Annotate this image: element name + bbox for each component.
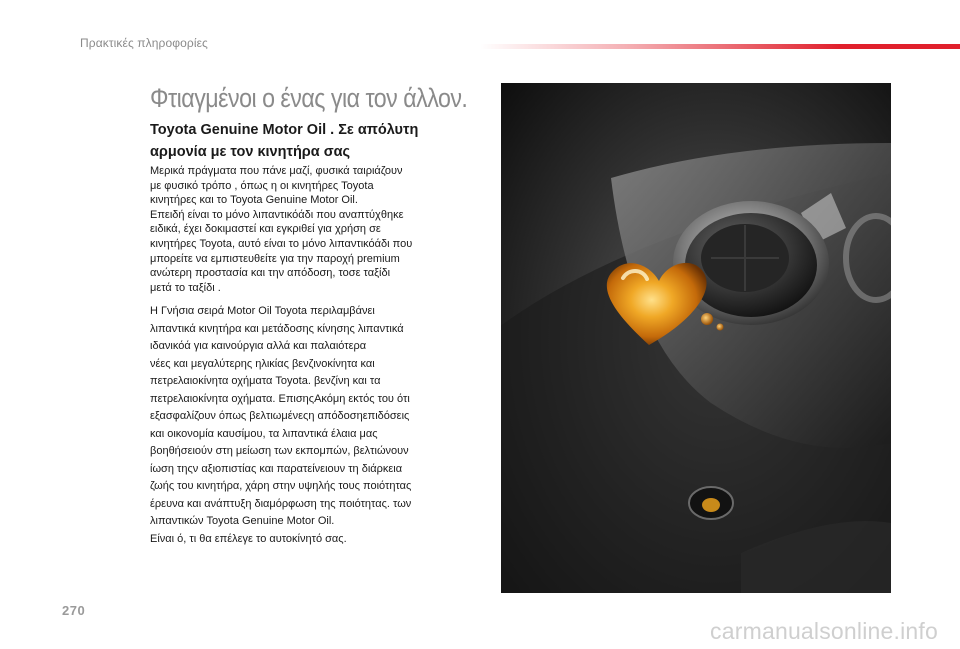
paragraph-1 [150, 164, 480, 295]
text-line: ανώτερη προστασία και την απόδοση, τοσε ταξίδι [150, 267, 391, 280]
text-line: με φυσικό τρόπο , όπως η οι κινητήρες Toyota [150, 179, 374, 192]
text-line: μπορείτε να εμπιστευθείτε για την παροχή premium [150, 252, 400, 265]
text-line: Είναι ό, τι θα επέλεγε το αυτοκίνητό σας. [150, 532, 347, 545]
page-number: 270 [62, 603, 86, 618]
text-line: Η Γνήσια σειρά Motor Oil Toyota περιλαμβάνει [150, 305, 375, 317]
paragraph-2 [150, 303, 480, 548]
article-subtitle [150, 119, 470, 163]
text-line: ίωση τηςν αξιοπιστίας και παρατείνειουν τη διάρκεια [150, 462, 403, 475]
text-line: κινητήρες Toyota, αυτό είναι το μόνο λιπαντικόάδι που [150, 237, 413, 250]
text-line: ζωής του κινητήρα, χάρη στην υψηλής τους ποιότητας [150, 480, 412, 492]
text-line: Επειδή είναι το μόνο λιπαντικόάδι που αναπτύχθηκε [150, 208, 404, 221]
text-line: πετρελαιοκίνητα οχήματα. ΕπισηςΑκόμη εκτός του ότι [150, 392, 410, 405]
text-line: εξασφαλίζουν όπως βελτιωμένεςη απόδοσηεπιδόσεις [150, 410, 410, 422]
text-line: και οικονομία καυσίμου, τα λιπαντικά έλαια μας [150, 427, 378, 440]
text-line: Μερικά πράγματα που πάνε μαζί, φυσικά ταιριάζουν [150, 165, 403, 177]
section-label: Πρακτικές πληροφορίες [80, 36, 208, 50]
engine-oil-heart-illustration [501, 83, 891, 593]
text-line: λιπαντικά κινητήρα και μετάδοσης κίνησης λιπαντικά [150, 322, 404, 335]
text-line: πετρελαιοκίνητα οχήματα Toyota. βενζίνη και τα [150, 375, 381, 387]
subtitle-line: αρμονία με τον κινητήρα σας [150, 144, 351, 160]
text-line: ιδανικόά για καινούργια αλλά και παλαιότερα [150, 340, 367, 352]
text-line: νέες και μεγαλύτερης ηλικίας βενζινοκίνητα και [150, 357, 375, 370]
subtitle-line: Toyota Genuine Motor Oil . Σε απόλυτη [150, 122, 419, 138]
header-accent-rule [480, 44, 960, 49]
text-line: ειδικά, έχει δοκιμαστεί και εγκριθεί για χρήση σε [150, 223, 381, 236]
article-title: Φτιαγμένοι ο ένας για τον άλλον. [150, 83, 468, 113]
text-line: λιπαντικών Toyota Genuine Motor Oil. [150, 515, 335, 527]
text-line: μετά το ταξίδι . [150, 281, 221, 294]
engine-oil-photo [501, 83, 891, 593]
text-line: βοηθήσειούν στη μείωση των εκπομπών, βελτιώνουν [150, 445, 409, 457]
text-line: έρευνα και ανάπτυξη διαμόρφωση της ποιότητας. των [150, 497, 412, 510]
text-line: κινητήρες και το Toyota Genuine Motor Oil. [150, 194, 358, 207]
watermark: carmanualsonline.info [710, 618, 938, 644]
